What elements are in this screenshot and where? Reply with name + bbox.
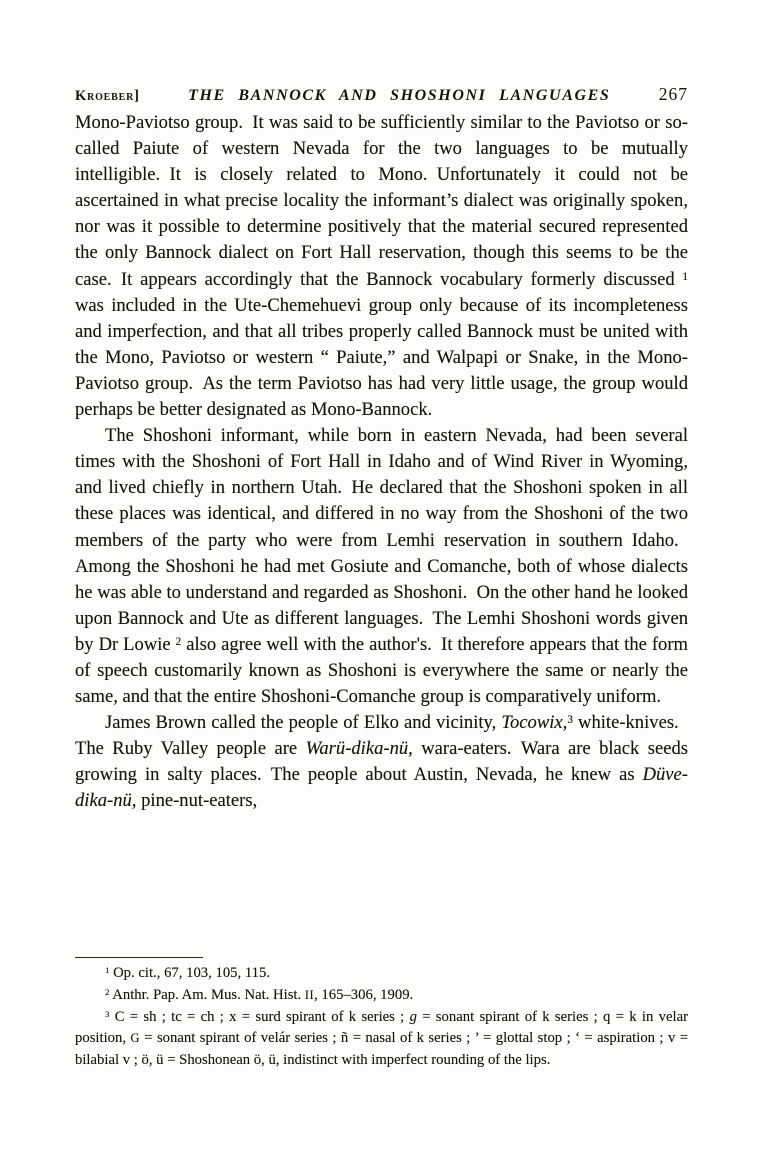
footnote-marker: 2	[175, 635, 182, 648]
text-segment: The Shoshoni informant, while born in eastern Nevada, had been several times with the Shoshoni of Fort Hall in Idaho and of Wind River in Wyoming, and lived chiefly in northern Utah. He declared that the Shoshoni spoken in all these places was identical, and differed in no way from the Shoshoni of the two members of the party who were from Lemhi reservation in southern Idaho. Among the Shoshoni he had met Gosiute and Comanche, both of whose dialects he was able to understand and regarded as Shoshoni. On the other hand he looked upon Bannock and Ute as different languages. The Lemhi Shoshoni words given by Dr Lowie	[75, 425, 688, 655]
text-segment: wara-eaters. Wara are black seeds growing in salty places. The people about Austin, Nevada, he knew as	[75, 738, 688, 786]
header-page-number: 267	[658, 84, 688, 104]
footnote	[75, 963, 688, 985]
footnote-separator-rule	[75, 957, 203, 958]
footnote	[75, 985, 688, 1007]
paragraph	[75, 710, 688, 814]
footnote-marker: 3	[567, 714, 573, 727]
paragraph	[75, 110, 688, 423]
italic-term: Warü-dika-nü,	[305, 738, 413, 760]
header-title: THE BANNOCK AND SHOSHONI LANGUAGES	[188, 87, 611, 104]
running-header	[75, 84, 688, 105]
header-author: Kroeber]	[75, 88, 140, 104]
text-segment: white-knives. The Ruby Valley people are	[75, 712, 689, 760]
text-segment: pine-nut-eaters,	[136, 790, 258, 812]
footnote-marker: 1	[682, 270, 688, 283]
footnote	[75, 1007, 688, 1072]
text-segment: Op. cit., 67, 103, 105, 115.	[109, 965, 271, 981]
text-segment: James Brown called the people of Elko and vicinity,	[105, 712, 502, 734]
italic-term: Tocowix,	[501, 712, 568, 734]
italic-term: g	[409, 1008, 417, 1025]
footnote-marker: 2	[105, 986, 110, 997]
smallcaps-text: II	[304, 987, 315, 1002]
smallcaps-text: G	[130, 1031, 140, 1046]
text-segment: = sonant spirant of velár series ; ñ = nasal of k series ; ’ = glottal stop ; ‘ = aspiration ; v = bilabial v ; ö, ü = Shoshonean ö, ü, indistinct with imperfect rounding of the lips.	[75, 1030, 688, 1069]
footnote-marker: 1	[105, 965, 110, 976]
footnote-marker: 3	[105, 1008, 110, 1019]
text-segment: also agree well with the author's. It therefore appears that the form of speech customarily known as Shoshoni is everywhere the same or nearly the same, and that the entire Shoshoni-Comanche group is comparatively uniform.	[75, 633, 688, 708]
text-segment: C = sh ; tc = ch ; x = surd spirant of k series ;	[109, 1008, 410, 1025]
text-segment: Anthr. Pap. Am. Mus. Nat. Hist.	[109, 986, 305, 1003]
body-paragraphs	[75, 110, 688, 815]
text-segment: was included in the Ute-Chemehuevi group only because of its incompleteness and imperfection, and that all tribes properly called Bannock must be united with the Mono, Paviotso or western “ Paiute,” and Walpapi or Snake, in the Mono-Paviotso group. As the term Paviotso has had very little usage, the group would perhaps be better designated as Mono-Bannock.	[75, 294, 688, 421]
text-segment: , 165–306, 1909.	[314, 986, 414, 1003]
footnotes-block	[75, 963, 688, 1072]
text-segment: Mono-Paviotso group. It was said to be sufficiently similar to the Paviotso or so-called Paiute of western Nevada for the two languages to be mutually intelligible. It is closely related to Mono. Unfortunately it could not be ascertained in what precise locality the informant’s dialect was originally spoken, nor was it possible to determine positively that the material secured represented the only Bannock dialect on Fort Hall reservation, though this seems to be the case. It appears accordingly that the Bannock vocabulary formerly discussed	[75, 112, 688, 290]
paragraph	[75, 423, 688, 710]
text-segment: = sonant spirant of k series ; q = k in velar position,	[75, 1008, 688, 1047]
italic-term: Düve-dika-nü,	[75, 764, 688, 812]
